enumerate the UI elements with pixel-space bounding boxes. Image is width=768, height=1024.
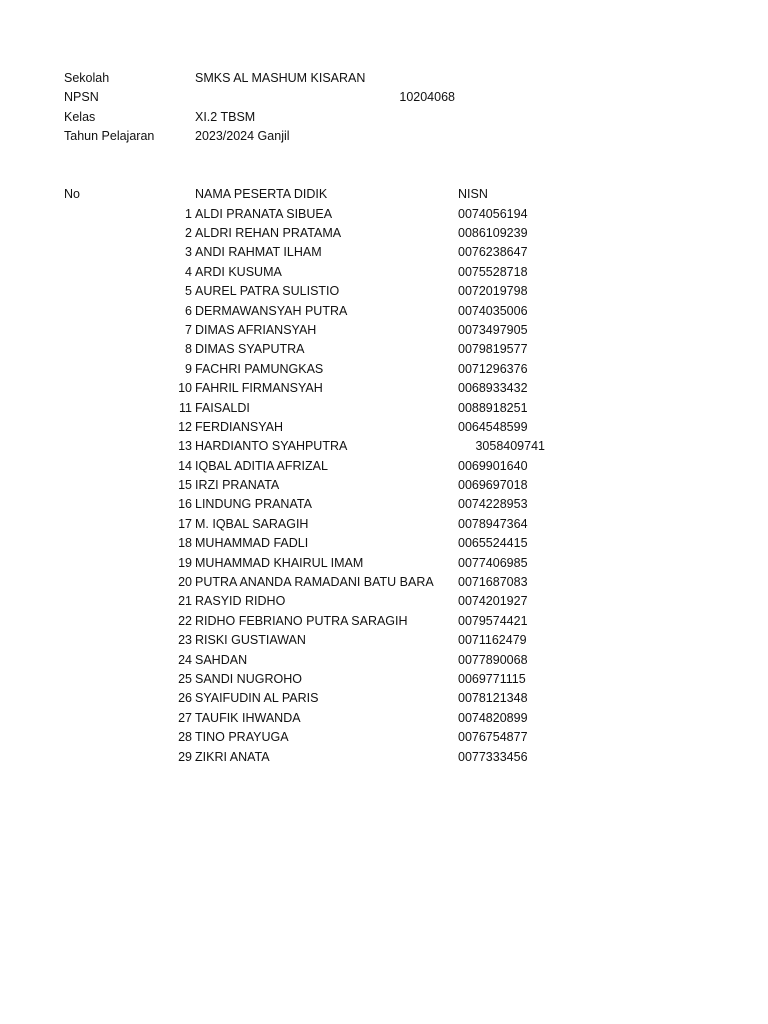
student-nisn: 0065524415 (458, 536, 528, 551)
row-number: 13 (178, 439, 192, 454)
row-number: 20 (178, 575, 192, 590)
row-number: 9 (185, 361, 192, 376)
student-nisn: 0069771115 (458, 671, 526, 686)
table-row (0, 748, 768, 767)
student-nisn: 0071687083 (458, 575, 528, 590)
table-row (0, 205, 768, 224)
row-number: 29 (178, 749, 192, 764)
column-header-name: NAMA PESERTA DIDIK (195, 187, 328, 202)
year-value: 2023/2024 Ganjil (195, 129, 290, 144)
student-nisn: 0069697018 (458, 478, 528, 493)
table-row (0, 321, 768, 340)
row-number: 1 (185, 206, 192, 221)
row-number: 28 (178, 730, 192, 745)
school-row (0, 69, 768, 88)
table-row (0, 399, 768, 418)
student-name: AUREL PATRA SULISTIO (195, 284, 340, 299)
table-row (0, 418, 768, 437)
student-nisn: 0076238647 (458, 245, 528, 260)
student-name: RIDHO FEBRIANO PUTRA SARAGIH (195, 613, 408, 628)
class-value: XI.2 TBSM (195, 109, 256, 124)
student-name: SAHDAN (195, 652, 248, 667)
row-number: 22 (178, 613, 192, 628)
row-number: 27 (178, 710, 192, 725)
row-number: 7 (185, 322, 192, 337)
row-number: 8 (185, 342, 192, 357)
student-name: ALDI PRANATA SIBUEA (195, 206, 333, 221)
student-nisn: 0071162479 (458, 633, 527, 648)
student-name: LINDUNG PRANATA (195, 497, 312, 512)
row-number: 12 (178, 419, 192, 434)
table-row (0, 476, 768, 495)
student-name: RISKI GUSTIAWAN (195, 633, 306, 648)
row-number: 25 (178, 671, 192, 686)
student-name: ALDRI REHAN PRATAMA (195, 225, 342, 240)
student-list (0, 205, 768, 767)
table-row (0, 592, 768, 611)
row-number: 21 (178, 594, 192, 609)
student-nisn: 0086109239 (458, 225, 528, 240)
student-nisn: 0074228953 (458, 497, 528, 512)
table-row (0, 631, 768, 650)
npsn-row (0, 88, 768, 107)
row-number: 23 (178, 633, 192, 648)
table-row (0, 360, 768, 379)
student-name: HARDIANTO SYAHPUTRA (195, 439, 348, 454)
table-row (0, 282, 768, 301)
table-row (0, 495, 768, 514)
student-name: PUTRA ANANDA RAMADANI BATU BARA (195, 575, 434, 590)
table-row (0, 728, 768, 747)
table-row (0, 689, 768, 708)
student-nisn: 0078947364 (458, 516, 528, 531)
student-nisn: 0077406985 (458, 555, 528, 570)
row-number: 19 (178, 555, 192, 570)
row-number: 2 (185, 225, 192, 240)
table-row (0, 515, 768, 534)
student-nisn: 0068933432 (458, 381, 528, 396)
table-row (0, 302, 768, 321)
row-number: 5 (185, 284, 192, 299)
table-row (0, 670, 768, 689)
student-name: RASYID RIDHO (195, 594, 286, 609)
student-nisn: 0078121348 (458, 691, 528, 706)
student-name: MUHAMMAD KHAIRUL IMAM (195, 555, 364, 570)
student-name: FACHRI PAMUNGKAS (195, 361, 324, 376)
table-header (0, 185, 768, 204)
class-row (0, 108, 768, 127)
row-number: 26 (178, 691, 192, 706)
row-number: 18 (178, 536, 192, 551)
year-label: Tahun Pelajaran (64, 129, 155, 144)
student-name: FAISALDI (195, 400, 250, 415)
student-name: ARDI KUSUMA (195, 264, 282, 279)
row-number: 4 (185, 264, 192, 279)
student-nisn: 0074820899 (458, 710, 528, 725)
student-name: TAUFIK IHWANDA (195, 710, 301, 725)
row-number: 10 (178, 381, 192, 396)
school-label: Sekolah (64, 71, 110, 85)
student-name: SYAIFUDIN AL PARIS (195, 691, 319, 706)
student-name: DIMAS AFRIANSYAH (195, 322, 317, 337)
table-row (0, 224, 768, 243)
student-name: DERMAWANSYAH PUTRA (195, 303, 348, 318)
year-row (0, 127, 768, 146)
table-row (0, 651, 768, 670)
column-header-nisn: NISN (458, 187, 488, 202)
table-row (0, 573, 768, 592)
student-name: FERDIANSYAH (195, 419, 283, 434)
table-row (0, 340, 768, 359)
student-nisn: 0088918251 (458, 400, 528, 415)
row-number: 24 (178, 652, 192, 667)
student-name: ZIKRI ANATA (195, 749, 270, 764)
row-number: 16 (178, 497, 192, 512)
student-nisn: 0071296376 (458, 361, 528, 376)
table-row (0, 612, 768, 631)
table-row (0, 437, 768, 456)
student-name: IQBAL ADITIA AFRIZAL (195, 458, 328, 473)
row-number: 15 (178, 478, 192, 493)
student-nisn: 0064548599 (458, 419, 528, 434)
student-nisn: 0076754877 (458, 730, 528, 745)
table-row (0, 709, 768, 728)
row-number: 6 (185, 303, 192, 318)
student-name: TINO PRAYUGA (195, 730, 289, 745)
row-number: 14 (178, 458, 192, 473)
table-row (0, 263, 768, 282)
table-row (0, 379, 768, 398)
column-header-no: No (64, 187, 80, 202)
student-nisn: 0079819577 (458, 342, 528, 357)
student-nisn: 0074035006 (458, 303, 528, 318)
student-nisn: 0075528718 (458, 264, 528, 279)
class-label: Kelas (64, 109, 96, 124)
table-row (0, 534, 768, 553)
student-name: IRZI PRANATA (195, 478, 280, 493)
student-nisn: 3058409741 (475, 439, 545, 454)
npsn-label: NPSN (64, 90, 99, 105)
student-nisn: 0077333456 (458, 749, 528, 764)
student-nisn: 0079574421 (458, 613, 528, 628)
student-nisn: 0073497905 (458, 322, 528, 337)
student-name: SANDI NUGROHO (195, 671, 302, 686)
school-value: SMKS AL MASHUM KISARAN (195, 71, 366, 85)
table-row (0, 243, 768, 262)
npsn-value: 10204068 (399, 90, 455, 105)
table-row (0, 554, 768, 573)
row-number: 3 (185, 245, 192, 260)
student-nisn: 0069901640 (458, 458, 528, 473)
student-name: ANDI RAHMAT ILHAM (195, 245, 322, 260)
table-row (0, 457, 768, 476)
student-nisn: 0074201927 (458, 594, 528, 609)
student-nisn: 0072019798 (458, 284, 528, 299)
student-nisn: 0077890068 (458, 652, 528, 667)
row-number: 11 (179, 400, 192, 415)
student-name: DIMAS SYAPUTRA (195, 342, 305, 357)
student-nisn: 0074056194 (458, 206, 528, 221)
row-number: 17 (178, 516, 192, 531)
student-name: M. IQBAL SARAGIH (195, 516, 309, 531)
student-name: MUHAMMAD FADLI (195, 536, 309, 551)
student-name: FAHRIL FIRMANSYAH (195, 381, 323, 396)
